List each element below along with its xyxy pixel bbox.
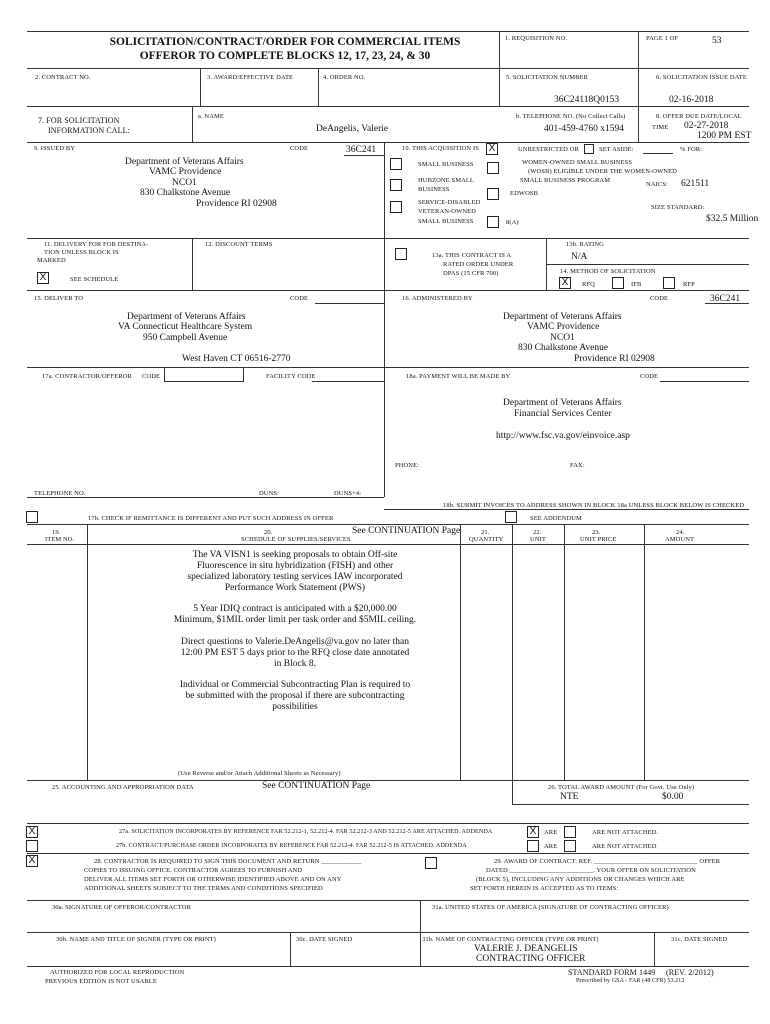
col24-num: 24. xyxy=(676,529,685,536)
set-aside-label: SET ASIDE: xyxy=(599,146,634,153)
b30c-label: 30c. DATE SIGNED xyxy=(296,936,353,943)
b27a-label: 27a. SOLICITATION INCORPORATES BY REFERENCE FAR 52.212-1, 52.212-4. FAR 52.212-3 AND 52.212-5 ARE ATTACHED. ADDENDA xyxy=(119,829,493,835)
small-business-label: SMALL BUSINESS xyxy=(418,161,474,168)
deliver-code-label: CODE xyxy=(290,295,309,302)
contractor-code-label: CODE xyxy=(142,373,161,380)
payment-addr-2: Financial Services Center xyxy=(514,409,612,419)
schedule-para-3 xyxy=(165,637,425,670)
b27b-label: 27b. CONTRACT/PURCHASE ORDER INCORPORATES BY REFERENCE FAR 52.212-4. FAR 52.212-5 IS ATTACHED. ADDENDA xyxy=(116,843,467,849)
payment-label: 18a. PAYMENT WILL BE MADE BY xyxy=(406,373,511,380)
duns4-label: DUNS+4: xyxy=(334,490,362,497)
rfp-label: RFP xyxy=(683,281,695,288)
para1-line3: specialized laboratory testing services IAW incorporated xyxy=(187,572,403,582)
b13a-line2: RATED ORDER UNDER xyxy=(443,261,514,268)
b27b-are-not-checkbox[interactable] xyxy=(564,840,576,852)
issued-addr-2: VAMC Providence xyxy=(149,167,222,177)
sdvosb-checkbox[interactable] xyxy=(390,201,402,213)
issued-code-label: CODE xyxy=(290,145,309,152)
offer-due-label: 8. OFFER DUE DATE/LOCAL xyxy=(656,113,742,120)
admin-addr-2: VAMC Providence xyxy=(527,322,600,332)
col24-label: AMOUNT xyxy=(665,536,695,543)
b27a-are-not-checkbox[interactable] xyxy=(564,826,576,838)
admin-city: Providence RI 02908 xyxy=(574,354,655,364)
b11-line1: 11. DELIVERY FOR FOB DESTINA- xyxy=(44,241,149,248)
issued-code: 36C241 xyxy=(346,145,377,155)
issued-addr-4: 830 Chalkstone Avenue xyxy=(140,188,231,198)
wosb-label-2: (WOSB) ELIGIBLE UNDER THE WOMEN-OWNED xyxy=(528,168,677,175)
offer-due-time: 1200 PM EST xyxy=(697,131,752,141)
hubzone-label-1: HUBZONE SMALL xyxy=(418,177,475,184)
schedule-para-1 xyxy=(165,550,425,594)
issued-addr-1: Department of Veterans Affairs xyxy=(125,157,244,167)
para3-line2: 12:00 PM EST 5 days prior to the RFQ close date annotated xyxy=(180,648,410,658)
form-title-line1: SOLICITATION/CONTRACT/ORDER FOR COMMERCIAL ITEMS xyxy=(109,36,461,48)
offer-due-date: 02-27-2018 xyxy=(684,121,729,131)
b29-line4: SET FORTH HEREIN IS ACCEPTED AS TO ITEMS: xyxy=(470,885,619,892)
administered-label: 16. ADMINISTERED BY xyxy=(402,295,473,302)
col22-num: 22. xyxy=(533,529,542,536)
footer-authorized: AUTHORIZED FOR LOCAL REPRODUCTION xyxy=(50,969,185,976)
deliver-addr-1: Department of Veterans Affairs xyxy=(127,312,246,322)
name-label: a. NAME xyxy=(198,113,224,120)
hubzone-label-2: BUSINESS xyxy=(418,186,450,193)
b29-line2: DATED _________________________. YOUR OFFER ON SOLICITATION xyxy=(486,867,696,874)
b27b-are-label: ARE xyxy=(544,843,558,850)
footer-form-name: STANDARD FORM 1449 xyxy=(568,968,656,977)
remittance-checkbox[interactable] xyxy=(26,511,38,523)
b27a-checkbox[interactable]: X xyxy=(26,826,38,838)
duns-label: DUNS: xyxy=(259,490,280,497)
page-total: 53 xyxy=(712,36,722,46)
admin-addr-1: Department of Veterans Affairs xyxy=(503,312,622,322)
edwosb-label: EDWOSB xyxy=(510,190,539,197)
solicitation-number: 36C24118Q0153 xyxy=(554,95,620,105)
b29-checkbox[interactable] xyxy=(425,857,437,869)
small-business-checkbox[interactable] xyxy=(390,158,402,170)
method-label: 14. METHOD OF SOLICITATION xyxy=(560,268,656,275)
page-label: PAGE 1 OF xyxy=(646,35,679,42)
para1-line2: Fluorescence in situ hybridization (FISH) and other xyxy=(196,561,394,571)
rfq-checkbox[interactable]: X xyxy=(559,277,571,289)
footer-previous: PREVIOUS EDITION IS NOT USABLE xyxy=(45,978,157,985)
b31c-label: 31c. DATE SIGNED xyxy=(671,936,728,943)
col21-num: 21. xyxy=(481,529,490,536)
telephone-no-label: TELEPHONE NO. xyxy=(34,490,86,497)
contracting-officer-name: VALERIE J. DEANGELIS xyxy=(474,944,578,954)
sdvosb-label-2: VETERAN-OWNED xyxy=(418,208,476,215)
phone-label: PHONE: xyxy=(395,462,420,469)
issue-date-label: 6. SOLICITATION ISSUE DATE xyxy=(656,74,747,81)
requisition-label: 1. REQUISITION NO. xyxy=(505,35,568,42)
see-addendum-checkbox[interactable] xyxy=(505,511,517,523)
issue-date: 02-16-2018 xyxy=(669,95,714,105)
wosb-label-3: SMALL BUSINESS PROGRAM xyxy=(520,177,611,184)
set-aside-checkbox[interactable] xyxy=(584,144,594,154)
para2-line2: Minimum, $1MIL order limit per task order and $5MIL ceiling. xyxy=(173,615,417,625)
order-no-label: 4. ORDER NO. xyxy=(323,74,366,81)
nte-label: NTE xyxy=(560,792,579,802)
eight-a-label: 8(A) xyxy=(506,219,519,226)
para4-line3: possibilities xyxy=(272,702,318,712)
b30a-label: 30a. SIGNATURE OF OFFEROR/CONTRACTOR xyxy=(52,904,191,911)
ifb-checkbox[interactable] xyxy=(612,277,624,289)
contracting-officer-title: CONTRACTING OFFICER xyxy=(476,954,586,964)
footer-revision: (REV. 2/2012) xyxy=(666,968,714,977)
col20-label: SCHEDULE OF SUPPLIES/SERVICES xyxy=(241,536,351,543)
col23-num: 23. xyxy=(592,529,601,536)
b18b-label: 18b. SUBMIT INVOICES TO ADDRESS SHOWN IN BLOCK 18a UNLESS BLOCK BELOW IS CHECKED xyxy=(443,502,745,509)
b28-line4: ADDITIONAL SHEETS SUBJECT TO THE TERMS AND CONDITIONS SPECIFIED xyxy=(84,885,323,892)
col20-num: 20. xyxy=(264,529,273,536)
b28-line1: 28. CONTRACTOR IS REQUIRED TO SIGN THIS DOCUMENT AND RETURN ____________ xyxy=(94,858,362,865)
rated-order-checkbox[interactable] xyxy=(395,248,407,260)
b13a-line1: 13a. THIS CONTRACT IS A xyxy=(432,252,512,259)
solicitation-number-label: 5. SOLICITATION NUMBER xyxy=(506,74,589,81)
unrestricted-checkbox[interactable]: X xyxy=(486,143,498,155)
para3-line1: Direct questions to Valerie.DeAngelis@va.gov no later than xyxy=(180,637,410,647)
reverse-note: (Use Reverse and/or Attach Additional Sheets as Necessary) xyxy=(178,770,341,777)
acquisition-label: 10. THIS ACQUISITION IS xyxy=(402,145,479,152)
b31b-label: 31b. NAME OF CONTRACTING OFFICER (TYPE OR PRINT) xyxy=(422,936,599,943)
pct-for-label: % FOR: xyxy=(680,146,703,153)
issued-addr-3: NCO1 xyxy=(172,178,197,188)
total-award-amount: $0.00 xyxy=(662,792,684,802)
fax-label: FAX: xyxy=(570,462,585,469)
b29-line1: 29. AWARD OF CONTRACT: REF. _______________________________ OFFER xyxy=(494,858,721,865)
b27a-are-label: ARE xyxy=(544,829,558,836)
naics-label: NAICS: xyxy=(646,181,668,188)
b28-checkbox[interactable]: X xyxy=(26,855,38,867)
hubzone-checkbox[interactable] xyxy=(390,179,402,191)
issued-city: Providence RI 02908 xyxy=(196,199,277,209)
rating-value: N/A xyxy=(571,252,588,262)
telephone-label: b. TELEPHONE NO. (No Collect Calls) xyxy=(516,113,626,120)
b13a-line3: DPAS (15 CFR 700) xyxy=(443,270,499,277)
b29-line3: (BLOCK 5), INCLUDING ANY ADDITIONS OR CHANGES WHICH ARE xyxy=(476,876,685,883)
contract-no-label: 2. CONTRACT NO. xyxy=(35,74,91,81)
admin-code: 36C241 xyxy=(710,294,741,304)
b27a-are-not-label: ARE NOT ATTACHED. xyxy=(592,829,659,836)
col20-see-continuation: See CONTINUATION Page xyxy=(352,526,461,536)
see-schedule-label: SEE SCHEDULE xyxy=(70,276,119,283)
deliver-city: West Haven CT 06516-2770 xyxy=(182,354,291,364)
wosb-label-1: WOMEN-OWNED SMALL BUSINESS xyxy=(522,159,632,166)
admin-addr-4: 830 Chalkstone Avenue xyxy=(518,343,609,353)
b28-line3: DELIVER ALL ITEMS SET FORTH OR OTHERWISE IDENTIFIED ABOVE AND ON ANY xyxy=(84,876,342,883)
facility-code-label: FACILITY CODE xyxy=(266,373,316,380)
col19-num: 19. xyxy=(52,529,61,536)
b28-line2: COPIES TO ISSUING OFFICE. CONTRACTOR AGREES TO FURNISH AND xyxy=(84,867,303,874)
para4-line2: be submitted with the proposal if there are subcontracting xyxy=(185,691,405,701)
para1-line1: The VA VISN1 is seeking proposals to obtain Off-site xyxy=(192,550,398,560)
deliver-addr-2: VA Connecticut Healthcare System xyxy=(118,322,253,332)
b30b-label: 30b. NAME AND TITLE OF SIGNER (TYPE OR PRINT) xyxy=(56,936,216,943)
rating-label: 13b. RATING xyxy=(566,241,604,248)
payment-url[interactable]: http://www.fsc.va.gov/einvoice.asp xyxy=(496,431,630,441)
b7-label-2: INFORMATION CALL: xyxy=(48,126,130,135)
b17b-label: 17b. CHECK IF REMITTANCE IS DIFFERENT AND PUT SUCH ADDRESS IN OFFER xyxy=(88,515,334,522)
deliver-addr-3: 950 Campbell Avenue xyxy=(143,333,228,343)
accounting-see: See CONTINUATION Page xyxy=(262,781,371,791)
total-award-label: 26. TOTAL AWARD AMOUNT (For Govt. Use Only) xyxy=(548,784,695,791)
col19-label: ITEM NO. xyxy=(45,536,75,543)
col21-label: QUANTITY xyxy=(469,536,504,543)
size-standard-label: SIZE STANDARD: xyxy=(651,204,705,211)
offer-due-time-label: TIME xyxy=(652,124,669,131)
edwosb-checkbox[interactable] xyxy=(487,188,499,200)
para3-line3: in Block 8. xyxy=(274,659,316,669)
accounting-label: 25. ACCOUNTING AND APPROPRIATION DATA xyxy=(52,784,194,791)
b27a-are-checkbox[interactable]: X xyxy=(527,826,539,838)
form-title-line2: OFFEROR TO COMPLETE BLOCKS 12, 17, 23, 24, & 30 xyxy=(139,50,431,62)
schedule-para-2 xyxy=(165,604,425,626)
payment-code-label: CODE xyxy=(640,373,659,380)
admin-addr-3: NCO1 xyxy=(550,333,575,343)
see-schedule-checkbox[interactable]: X xyxy=(37,272,49,284)
col23-label: UNIT PRICE xyxy=(580,536,617,543)
b31a-label: 31a. UNITED STATES OF AMERICA (SIGNATURE OF CONTRACTING OFFICER) xyxy=(432,904,669,911)
rfq-label: RFQ xyxy=(582,281,595,288)
b11-line2: TION UNLESS BLOCK IS xyxy=(44,249,119,256)
b27b-checkbox[interactable] xyxy=(26,840,38,852)
para2-line1: 5 Year IDIQ contract is anticipated with a $20,000.00 xyxy=(193,604,397,614)
footer-prescribed: Prescribed by GSA - FAR (48 CFR) 53.212 xyxy=(576,978,685,984)
see-addendum-label: SEE ADDENDUM xyxy=(530,515,582,522)
b11-line3: MARKED xyxy=(37,257,66,264)
eight-a-checkbox[interactable] xyxy=(487,216,499,228)
discount-terms-label: 12. DISCOUNT TERMS xyxy=(205,241,273,248)
contact-name: DeAngelis, Valerie xyxy=(316,124,389,134)
naics-value: 621511 xyxy=(681,179,710,189)
payment-addr-1: Department of Veterans Affairs xyxy=(503,398,622,408)
contractor-label: 17a. CONTRACTOR/OFFEROR xyxy=(42,373,132,380)
b27b-are-not-label: ARE NOT ATTACHED xyxy=(592,843,657,850)
ifb-label: IFB xyxy=(631,281,642,288)
rfp-checkbox[interactable] xyxy=(663,277,675,289)
col22-label: UNIT xyxy=(530,536,546,543)
unrestricted-label: UNRESTRICTED OR xyxy=(518,146,579,153)
sdvosb-label-1: SERVICE-DISABLED xyxy=(418,199,481,206)
size-standard-value: $32.5 Million xyxy=(706,214,759,224)
b7-label-1: 7. FOR SOLICITATION xyxy=(38,116,120,125)
schedule-para-4 xyxy=(165,680,425,713)
para4-line1: Individual or Commercial Subcontracting Plan is required to xyxy=(179,680,411,690)
issued-by-label: 9. ISSUED BY xyxy=(34,145,76,152)
award-date-label: 3. AWARD/EFFECTIVE DATE xyxy=(207,74,294,81)
admin-code-label: CODE xyxy=(650,295,669,302)
b27b-are-checkbox[interactable] xyxy=(527,840,539,852)
contractor-code-field[interactable] xyxy=(164,367,244,382)
deliver-to-label: 15. DELIVER TO xyxy=(34,295,84,302)
wosb-checkbox[interactable] xyxy=(487,162,499,174)
sdvosb-label-3: SMALL BUSINESS xyxy=(418,218,474,225)
telephone-value: 401-459-4760 x1594 xyxy=(544,124,624,134)
para1-line4: Performance Work Statement (PWS) xyxy=(224,583,366,593)
